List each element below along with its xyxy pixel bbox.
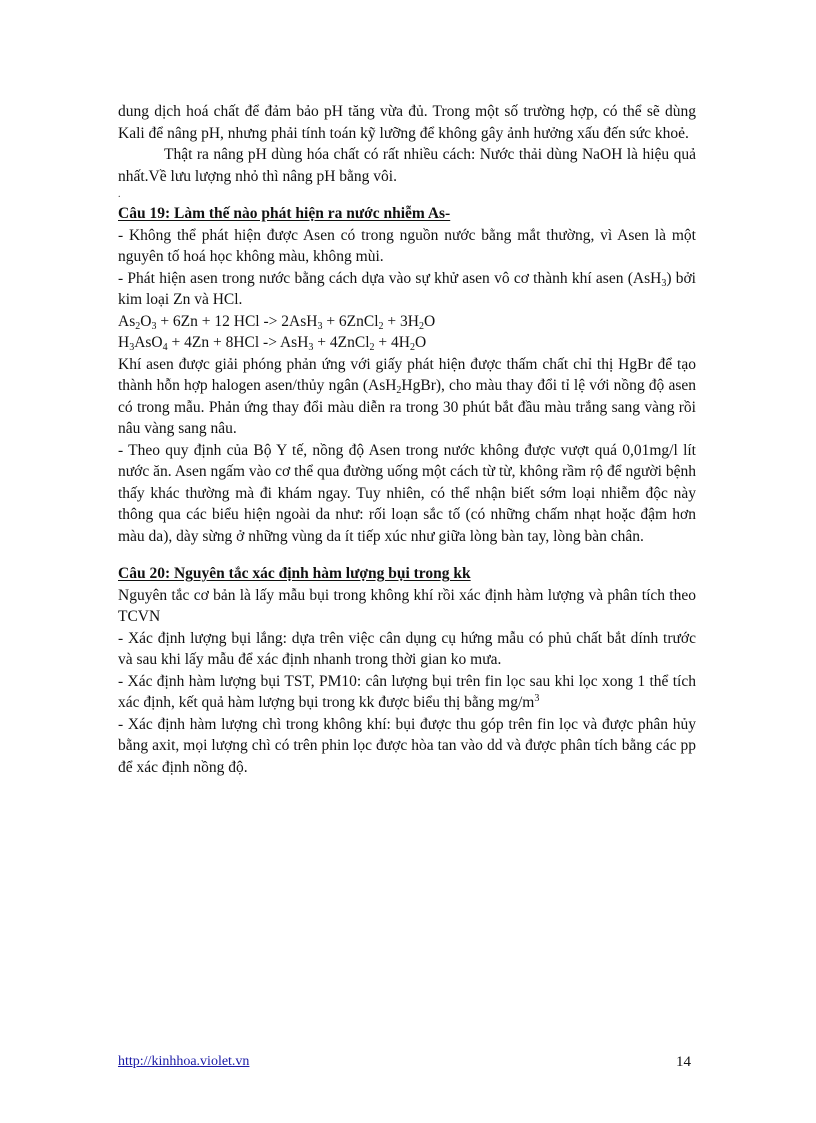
question-19-heading: Câu 19: Làm thế nào phát hiện ra nước nhiễm As-: [118, 205, 451, 222]
question-20-heading: Câu 20: Nguyên tắc xác định hàm lượng bụi trong kk: [118, 565, 471, 582]
q20-bullet-2: - Xác định hàm lượng bụi TST, PM10: cân lượng bụi trên fin lọc sau khi lọc xong 1 thể tích xác định, kết quả hàm lượng bụi trong kk được biểu thị bằng $mg/m^3$: [118, 672, 696, 711]
stray-dot: .: [118, 189, 121, 200]
footer-website-link[interactable]: http://kinhhoa.violet.vn: [118, 1054, 250, 1069]
intro-paragraph-2: Thật ra nâng pH dùng hóa chất có rất nhiều cách: Nước thải dùng NaOH là hiệu quả nhất.Về lưu lượng nhỏ thì nâng pH bằng vôi.: [118, 146, 696, 185]
q20-paragraph-1: Nguyên tắc cơ bản là lấy mẫu bụi trong không khí rồi xác định hàm lượng và phân tích theo TCVN: [118, 586, 696, 625]
equation-2: $H_3AsO_4 + 4Zn + 8HCl -> AsH_3$ + 4ZnCl$_2$ + $4H_2O$: [118, 334, 427, 353]
section-gap: [118, 547, 696, 563]
document-page: [118, 101, 696, 778]
equation-1: $As_2O_3 + 6Zn + 12$ HCl -> 2AsH$_3$ + 6ZnCl$_2$ + $3H_2O$: [118, 312, 436, 332]
q19-paragraph-arsine: Khí asen được giải phóng phản ứng với giấy phát hiện được thấm chất chỉ thị HgBr để tạo thành hỗn hợp halogen asen/thủy ngân (AsH$_2$HgBr), cho màu thay đổi tỉ lệ với nồng độ asen có trong mẫu. Phản ứng thay đổi màu diễn ra trong 30 phút bắt đầu màu trắng sang vàng rồi nâu vàng sang nâu.: [118, 355, 696, 437]
q20-bullet-3: - Xác định hàm lượng chì trong không khí: bụi được thu góp trên fin lọc và được phân hủy bằng axit, mọi lượng chì có trên phin lọc được hòa tan vào dd và được phân tích bằng các pp để xác định nồng độ.: [118, 715, 696, 776]
page-number: 14: [676, 1054, 691, 1070]
intro-paragraph-1: dung dịch hoá chất để đảm bảo pH tăng vừa đủ. Trong một số trường hợp, có thể sẽ dùng Kali để nâng pH, nhưng phải tính toán kỹ lưỡng để không gây ảnh hưởng xấu đến sức khoẻ.: [118, 103, 696, 142]
q20-bullet-1: - Xác định lượng bụi lắng: dựa trên việc cân dụng cụ hứng mẫu có phủ chất bắt dính trước và sau khi lấy mẫu để xác định nhanh trong thời gian ko mưa.: [118, 629, 696, 668]
q19-bullet-1: - Không thể phát hiện được Asen có trong nguồn nước bằng mắt thường, vì Asen là một nguyên tố hoá học không màu, không mùi.: [118, 226, 696, 265]
q19-bullet-3: - Theo quy định của Bộ Y tế, nồng độ Asen trong nước không được vượt quá 0,01mg/l lít nước ăn. Asen ngấm vào cơ thể qua đường uống một cách từ từ, không rầm rộ để người bệnh thấy khác thường mà đi khám ngay. Tuy nhiên, có thể nhận biết sớm loại nhiễm độc này thông qua các biểu hiện ngoài da như: rối loạn sắc tố (có những chấm nhạt hoặc đậm hơn màu da), dày sừng ở những vùng da ít tiếp xúc như giữa lòng bàn tay, lòng bàn chân.: [118, 441, 696, 545]
q19-bullet-2: - Phát hiện asen trong nước bằng cách dựa vào sự khử asen vô cơ thành khí asen (AsH$_3$) bởi kim loại Zn và HCl.: [118, 269, 696, 308]
